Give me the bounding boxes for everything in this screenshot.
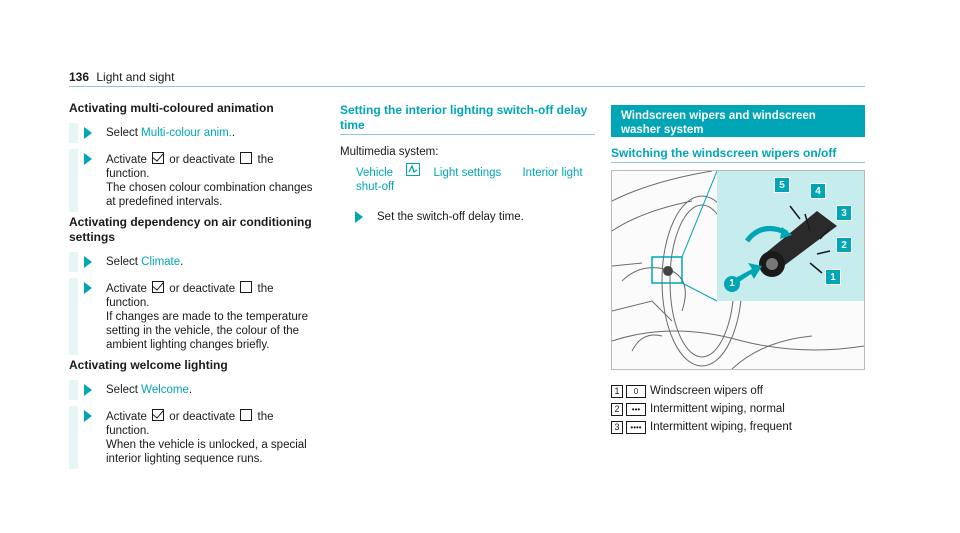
menu-path-interior[interactable]: Interior light shut-off <box>356 167 583 193</box>
step-arrow-icon <box>84 410 92 422</box>
step-select-welcome <box>69 383 319 397</box>
menu-path <box>340 163 595 194</box>
multimedia-intro: Multimedia system: <box>340 146 439 158</box>
section-title-wipers: Switching the windscreen wipers on/off <box>611 146 837 160</box>
callout-2: 2 <box>836 237 852 253</box>
step-activate-welcome <box>69 409 319 466</box>
menu-path-light-settings[interactable]: Light settings <box>433 167 502 179</box>
page-number: 136 <box>69 70 90 84</box>
legend-item-1 <box>611 384 763 398</box>
step-bar <box>69 123 78 143</box>
legend-number: 3 <box>611 421 623 434</box>
checkbox-checked-icon <box>152 281 164 293</box>
step-text: Activate <box>106 154 151 166</box>
step-text: the function. <box>106 283 274 309</box>
page-header <box>69 70 174 84</box>
legend-item-3 <box>611 420 792 434</box>
checkbox-checked-icon <box>152 409 164 421</box>
step-bar <box>69 406 78 469</box>
page-header-title: Light and sight <box>96 70 175 84</box>
step-text: . <box>231 127 236 139</box>
legend-text: Windscreen wipers off <box>650 385 763 397</box>
section-title-delay: Setting the interior lighting switch-off delay time <box>340 103 588 132</box>
legend-text: Intermittent wiping, frequent <box>650 421 792 433</box>
step-text: Select <box>106 384 142 396</box>
heading-multicolour: Activating multi-coloured animation <box>69 101 274 115</box>
step-text: or deactivate <box>166 411 239 423</box>
step-bar <box>69 278 78 355</box>
step-bar <box>69 252 78 272</box>
section-rule <box>340 134 595 135</box>
step-activate-climate <box>69 281 319 352</box>
step-text: the function. <box>106 154 274 180</box>
step-text: Activate <box>106 283 151 295</box>
step-text: Set the switch-off delay time. <box>377 211 524 223</box>
legend-number: 1 <box>611 385 623 398</box>
step-text: . <box>180 256 184 268</box>
menu-path-vehicle[interactable]: Vehicle <box>356 167 394 179</box>
step-arrow-icon <box>84 153 92 165</box>
legend-text: Intermittent wiping, normal <box>650 403 785 415</box>
checkbox-unchecked-icon <box>240 409 252 421</box>
step-arrow-icon <box>84 282 92 294</box>
callout-1-detail: 1 <box>825 269 841 285</box>
step-bar <box>69 149 78 212</box>
step-note: If changes are made to the temperature setting in the vehicle, the colour of the ambient lighting changes briefly. <box>106 311 309 351</box>
step-arrow-icon <box>84 384 92 396</box>
callout-5: 5 <box>774 177 790 193</box>
step-arrow-icon <box>84 127 92 139</box>
step-text: Select <box>106 256 142 268</box>
step-text: or deactivate <box>166 154 239 166</box>
step-select-climate <box>69 255 319 269</box>
column-ambient-lighting <box>69 101 319 466</box>
section-rule <box>611 162 865 163</box>
intermittent-normal-icon: ••• <box>626 403 646 416</box>
legend-number: 2 <box>611 403 623 416</box>
step-select-multicolour <box>69 126 319 140</box>
callout-1: 1 <box>724 276 740 292</box>
wiper-illustration <box>611 170 865 370</box>
link-climate[interactable]: Climate <box>141 256 181 268</box>
checkbox-unchecked-icon <box>240 281 252 293</box>
checkbox-checked-icon <box>152 152 164 164</box>
header-rule <box>69 86 865 87</box>
step-note: The chosen colour combination changes at predefined intervals. <box>106 182 313 208</box>
step-text: the function. <box>106 411 274 437</box>
callout-4: 4 <box>810 183 826 199</box>
intermittent-frequent-icon: •••• <box>626 421 646 434</box>
heading-air-conditioning: Activating dependency on air conditioning settings <box>69 215 312 244</box>
step-text: Activate <box>106 411 151 423</box>
step-bar <box>69 380 78 400</box>
section-banner-wipers: Windscreen wipers and windscreen washer system <box>611 105 865 137</box>
step-note: When the vehicle is unlocked, a special interior lighting sequence runs. <box>106 439 307 465</box>
step-activate-multicolour <box>69 152 319 209</box>
step-set-delay <box>340 210 595 224</box>
legend-item-2 <box>611 402 785 416</box>
wiper-off-icon: 0 <box>626 385 646 398</box>
checkbox-unchecked-icon <box>240 152 252 164</box>
step-arrow-icon <box>84 256 92 268</box>
step-text: or deactivate <box>166 283 239 295</box>
seat-light-icon <box>406 163 420 180</box>
step-text: Select <box>106 127 142 139</box>
step-arrow-icon <box>355 211 363 223</box>
heading-welcome: Activating welcome lighting <box>69 358 228 372</box>
step-text: . <box>188 384 193 396</box>
callout-3: 3 <box>836 205 852 221</box>
link-welcome[interactable]: Welcome <box>141 384 189 396</box>
column-switch-off-delay <box>340 103 595 224</box>
link-multicolour-anim[interactable]: Multi-colour anim. <box>141 127 232 139</box>
